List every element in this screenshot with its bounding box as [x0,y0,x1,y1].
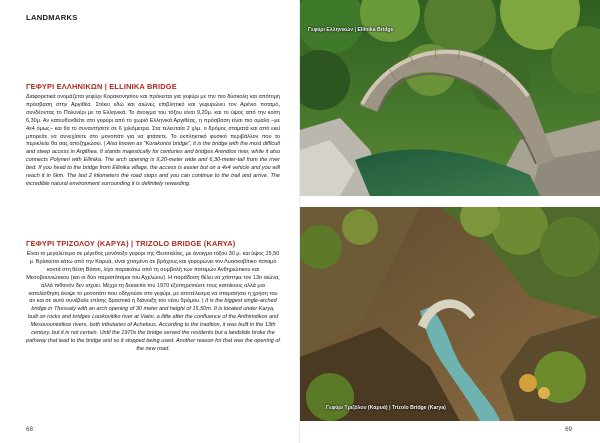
entry-trizolo-bridge [26,239,280,354]
photo-caption: Γεφύρι Τριζόλου (Καρυά) | Trizolo Bridge (Karya) [326,405,446,411]
entry-title: ΓΕΦΥΡΙ ΕΛΛΗΝΙΚΩΝ | ELLINIKA BRIDGE [26,82,177,91]
photo-caption: Γεφύρι Ελληνικών | Ellinika Bridge [308,27,394,33]
entry-text-greek: Διαφορετικά ονομάζεται γεφύρι Κορακονησίου και πρόκειται για γεφύρι με την πιο δύσκολη και απότομη πρόσβαση στην Αργιθέα. Στέκει εδώ και αιώνες επιβλητικό και γεφυρώνει τον Αρένιο ποταμό, συνδέοντας το Πολυνέρι με τα Ελληνικά. Το άνοιγμα του τόξου είναι 9,20μ. και το ύψος από την κοίτη 6,30μ. Αν κατευθυνθείτε στο γεφύρι από το χωριό Ελληνικά Αργιθέας, η πρόσβαση είναι πιο ομαλή –με 4x4 όμως– και θα το συναντήσετε σε 6 χιλιόμετρα. Στα τελευταία 2 χλμ. ο δρόμος σταματά και από εκεί μπορείτε να συνεχίσετε στο μονοπάτι για να φτάσετε. Το εκπληκτικό φυσικό περιβάλλον που το περικλείει θα σας αποζημιώσει. [26,94,280,148]
entry-title: ΓΕΦΥΡΙ ΤΡΙΖΟΛΟΥ (ΚΑΡΥΑ) | TRIZOLO BRIDGE (KARYA) [26,239,236,248]
entry-ellinika-bridge [26,82,280,189]
entry-text-english: Also known as "Korakonisi bridge", it is the bridge with the most difficult and steep access in Argithea. It stands majestically for centuries and bridges Arendios river, while it also connects Polyneri with Ellinika. The arch opening is 9,20-meter wide and 6,30-meter-tall from the river bed. If you head to the bridge from Ellinika village, the access is easier but on a 4x4 vehicle and you will reach it in 6km. The last 2 kilometers the road stops and you can continue to the trail and arrive. The incredible natural environment surrounding it is definitely rewarding. [26,141,280,187]
entry-body: Διαφορετικά ονομάζεται γεφύρι Κορακονησίου και πρόκειται για γεφύρι με την πιο δύσκολη και απότομη πρόσβαση στην Αργιθέα. Στέκει εδώ και αιώνες επιβλητικό και γεφυρώνει τον Αρένιο ποταμό, συνδέοντας το Πολυνέρι με τα Ελληνικά. Το άνοιγμα του τόξου είναι 9,20μ. και το ύψος από την κοίτη 6,30μ. Αν κατευθυνθείτε στο γεφύρι από το χωριό Ελληνικά Αργιθέας, η πρόσβαση είναι πιο ομαλή –με 4x4 όμως– και θα το συναντήσετε σε 6 χιλιόμετρα. Στα τελευταία 2 χλμ. ο δρόμος σταματά και από εκεί μπορείτε να συνεχίσετε στο μονοπάτι για να φτάσετε. Το εκπληκτικό φυσικό περιβάλλον που το περικλείει θα σας αποζημιώσει. | Also known as "Korakonisi bridge", it is the bridge with the most difficult and steep access in Argithea. It stands majestically for centuries and bridges Arendios river, while it also connects Polyneri with Ellinika. The arch opening is 9,20-meter wide and 6,30-meter-tall from the river bed. If you head to the bridge from Ellinika village, the access is easier but on a 4x4 vehicle and you will reach it in 6km. The last 2 kilometers the road stops and you can continue to the trail and arrive. The incredible natural environment surrounding it is definitely rewarding. [26,94,280,187]
trizolo-bridge-image [300,207,600,421]
section-title: LANDMARKS [26,13,78,22]
page-number-left: 68 [26,426,33,433]
page-number-right: 69 [565,426,572,433]
entry-body: Είναι το μεγαλύτερο σε μέγεθος μονότοξο γεφύρι της Θεσσαλίας, με άνοιγμα τόξου 30 μ. και ύψος 15,50 μ. Βρίσκεται κάτω από την Καρυά, είναι χτισμένο σε βράχους και γεφυρώνει τον Λυασκοβίτικο ποταμό κοντά στη θέση Βάιτσι, λίγο παρακάτω από τη συμβολή των ποταμών Ανθηριώτικου και Μεσοβουνιώτικου (και οι δύο παραπόταμοι του Αχελώου). Η παράδοση θέλει να χτίστηκε τον 13ο αιώνα, αλλά πιθανόν δεν ισχύει. Μέχρι τη δεκαετία του 1970 εξυπηρετούσε τους κατοίκους αλλά μια κατολίσθηση έκοψε το μονοπάτι που οδηγούσε στο γεφύρι, με αποτέλεσμα να σταματήσει η χρήση του αν και σε αυτό συνέβαλε επίσης δραστικά η διάνοιξη του νέου δρόμου. | It is the biggest single-arched bridge in Thessaly with an arch opening of 30 meter and height of 15,50m. It is located under Karya, built on rocks and bridges Liaskovitiko river at Vaitsi, a little after the confluence of the Anthiriotikos and Mesovouniotikos rivers, both tributaries of Achelous. According to the tradition, it was built in the 13th century, but it is not certain. Until the 1970s the bridge served the residents but a landslide broke the pathway that lead to the bridge and so it stopped being used. Another reason for that was the opening of the new road. [26,251,280,352]
entry-text-english: It is the biggest single-arched bridge in Thessaly with an arch opening of 30 meter and height of 15,50m. It is located under Karya, built on rocks and bridges Liaskovitiko river at Vaitsi, a little after the confluence of the Anthiriotikos and Mesovouniotikos rivers, both tributaries of Achelous. According to the tradition, it was built in the 13th century, but it is not certain. Until the 1970s the bridge served the residents but a landslide broke the pathway that lead to the bridge and so it stopped being used. Another reason for that was the opening of the new road. [26,298,280,352]
photo-ellinika-bridge [300,0,600,196]
entry-text-greek: Είναι το μεγαλύτερο σε μέγεθος μονότοξο γεφύρι της Θεσσαλίας, με άνοιγμα τόξου 30 μ. και ύψος 15,50 μ. Βρίσκεται κάτω από την Καρυά, είναι χτισμένο σε βράχους και γεφυρώνει τον Λυασκοβίτικο ποταμό κοντά στη θέση Βάιτσι, λίγο παρακάτω από τη συμβολή των ποταμών Ανθηριώτικου και Μεσοβουνιώτικου (και οι δύο παραπόταμοι του Αχελώου). Η παράδοση θέλει να χτίστηκε τον 13ο αιώνα, αλλά πιθανόν δεν ισχύει. Μέχρι τη δεκαετία του 1970 εξυπηρετούσε τους κατοίκους αλλά μια κατολίσθηση έκοψε το μονοπάτι που οδηγούσε στο γεφύρι, με αποτέλεσμα να σταματήσει η χρήση του αν και σε αυτό συνέβαλε επίσης δραστικά η διάνοιξη του νέου δρόμου. [26,251,280,305]
photo-trizolo-bridge [300,207,600,421]
